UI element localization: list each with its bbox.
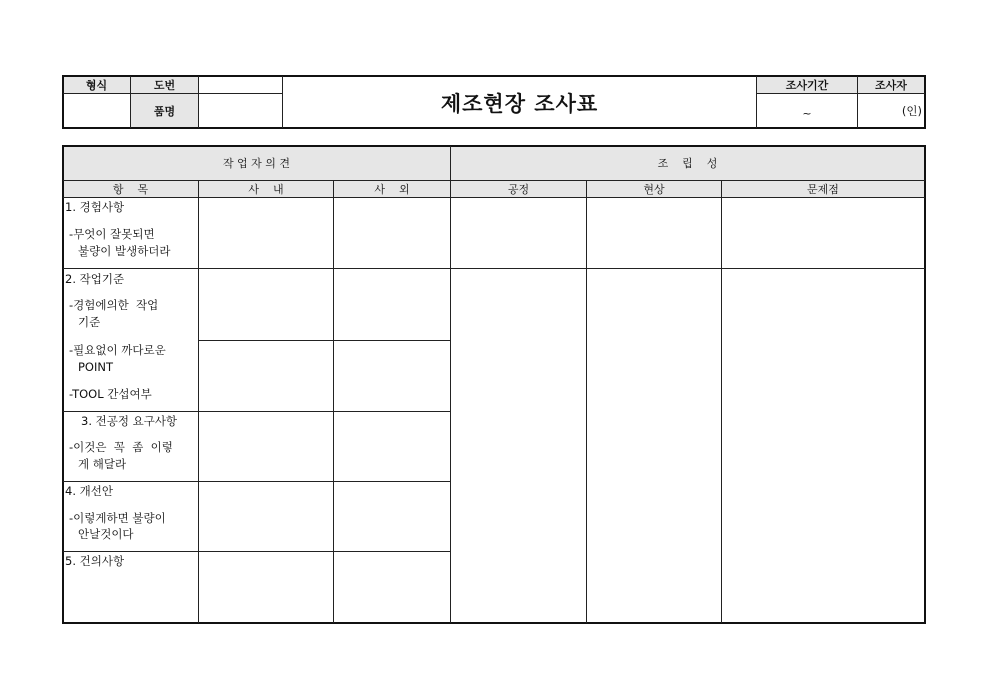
item-2-line: -필요없이 까다로운 xyxy=(69,343,166,357)
item-2-title: 2. 작업기준 xyxy=(65,272,125,286)
item-4-line: -이렇게하면 불량이 xyxy=(69,511,166,525)
col-header-phenomenon: 현상 xyxy=(643,183,665,196)
item-1-line: -무엇이 잘못되면 xyxy=(69,227,155,241)
col-header-problem: 문제점 xyxy=(807,183,839,196)
item-3-line: -이것은 꼭 좀 이렇 xyxy=(69,440,173,454)
survey-period-separator: ~ xyxy=(802,107,812,120)
section-worker-opinion: 작 업 자 의 견 xyxy=(222,157,291,170)
form-label: 형식 xyxy=(85,78,108,92)
drawing-no-label: 도번 xyxy=(153,78,176,92)
table-border-left xyxy=(62,145,64,624)
table-border-right xyxy=(924,145,926,624)
table-line xyxy=(198,180,199,623)
item-4-line: 안날것이다 xyxy=(78,527,134,541)
table-line xyxy=(586,180,587,623)
item-2-line: -TOOL 간섭여부 xyxy=(69,387,152,401)
table-line xyxy=(198,340,451,341)
seal-mark: (인) xyxy=(901,104,922,118)
product-name-label: 품명 xyxy=(153,104,176,118)
item-2-line: -경험에의한 작업 xyxy=(69,298,159,312)
item-1-title: 1. 경험사항 xyxy=(65,200,125,214)
table-line xyxy=(63,551,451,552)
item-2-line: 기준 xyxy=(78,315,101,329)
table-line xyxy=(63,411,451,412)
table-border-bottom xyxy=(62,622,926,624)
section-assembly: 조 립 성 xyxy=(657,157,718,170)
col-header-external: 사 외 xyxy=(374,183,410,196)
item-1-line: 불량이 발생하더라 xyxy=(78,244,171,258)
table-line xyxy=(63,481,451,482)
item-5-title: 5. 건의사항 xyxy=(65,554,125,568)
item-3-title: 3. 전공정 요구사항 xyxy=(81,414,178,428)
col-header-internal: 사 내 xyxy=(248,183,284,196)
header-divider xyxy=(198,76,199,128)
col-header-process: 공정 xyxy=(507,183,530,196)
table-line xyxy=(721,180,722,623)
header-border-bottom xyxy=(62,127,926,129)
item-4-title: 4. 개선안 xyxy=(65,484,113,498)
table-line xyxy=(451,268,925,269)
header-border-right xyxy=(924,75,926,129)
page-title: 제조현장 조사표 xyxy=(440,92,599,116)
surveyor-label: 조사자 xyxy=(875,78,907,92)
item-2-line: POINT xyxy=(78,360,114,374)
col-header-item: 항 목 xyxy=(112,183,149,196)
table-line xyxy=(333,180,334,623)
table-line xyxy=(63,197,925,198)
survey-period-label: 조사기간 xyxy=(785,78,829,92)
table-line xyxy=(63,268,451,269)
item-3-line: 게 해달라 xyxy=(78,457,127,471)
